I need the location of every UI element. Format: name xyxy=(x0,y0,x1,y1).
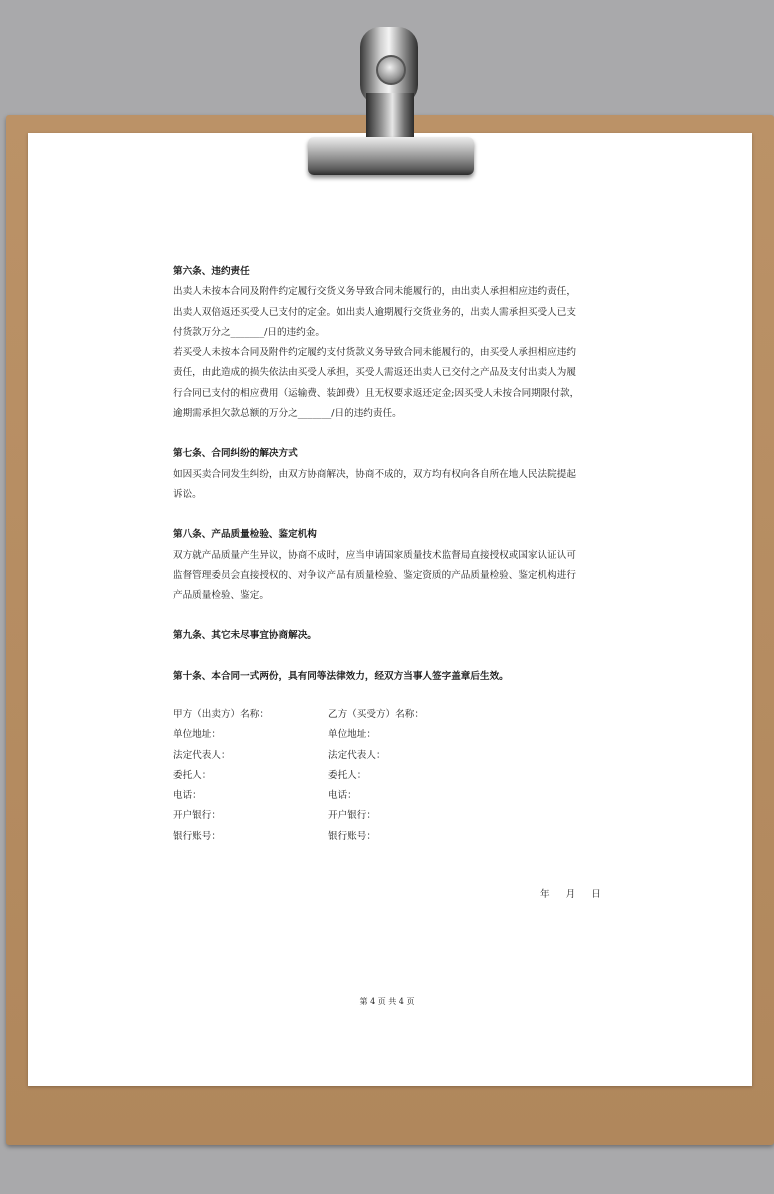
section-line: 监督管理委员会直接授权的、对争议产品有质量检验、鉴定资质的产品质量检验、鉴定机构进行 xyxy=(173,569,576,581)
party-a-field: 甲方（出卖方）名称： xyxy=(173,709,269,720)
party-a-field: 单位地址： xyxy=(173,729,221,741)
contract-body xyxy=(173,262,603,687)
section-heading: 第十条、本合同一式两份，具有同等法律效力，经双方当事人签字盖章后生效。 xyxy=(173,670,509,682)
section-heading: 第六条、违约责任 xyxy=(173,266,250,277)
party-a-field: 电话： xyxy=(173,790,202,802)
section-line: 产品质量检验、鉴定。 xyxy=(173,590,269,602)
party-b-field: 法定代表人： xyxy=(328,749,386,761)
party-a-field: 委托人： xyxy=(173,769,212,781)
signature-block xyxy=(173,705,593,847)
section-line: 出卖人未按本合同及附件约定履行交货义务导致合同未能履行的，由出卖人承担相应违约责任， xyxy=(173,286,576,298)
party-b-field: 单位地址： xyxy=(328,729,376,741)
section-line: 诉讼。 xyxy=(173,488,202,500)
section-heading: 第八条、产品质量检验、鉴定机构 xyxy=(173,529,317,541)
section-line: 如因买卖合同发生纠纷，由双方协商解决，协商不成的，双方均有权向各自所在地人民法院提起 xyxy=(173,468,576,480)
binder-clip-icon xyxy=(300,25,480,180)
section-heading: 第七条、合同纠纷的解决方式 xyxy=(173,448,298,460)
party-a-field: 法定代表人： xyxy=(173,749,231,761)
party-a-field: 银行账号： xyxy=(173,830,221,842)
party-b-field: 开户银行： xyxy=(328,810,376,822)
party-b-field: 银行账号： xyxy=(328,830,376,842)
signing-date xyxy=(540,886,617,900)
party-b-field: 委托人： xyxy=(328,769,367,781)
page-number: 第 4 页 共 4 页 xyxy=(359,997,415,1006)
section-line: 出卖人双倍返还买受人已支付的定金。如出卖人逾期履行交货业务的，出卖人需承担买受人已支 xyxy=(173,306,576,318)
section-line: 双方就产品质量产生异议，协商不成时，应当申请国家质量技术监督局直接授权或国家认证认可 xyxy=(173,549,576,561)
section-line: 责任，由此造成的损失依法由买受人承担，买受人需返还出卖人已交付之产品及支付出卖人为履 xyxy=(173,367,576,379)
date-year: 年 xyxy=(540,889,550,900)
party-b-field: 乙方（买受方）名称： xyxy=(328,709,424,720)
date-month: 月 xyxy=(565,889,576,900)
section-line: 行合同已支付的相应费用（运输费、装卸费）且无权要求返还定金;因买受人未按合同期限付款， xyxy=(173,387,580,399)
party-a-field: 开户银行： xyxy=(173,810,221,822)
section-line: 付货款万分之_______/日的违约金。 xyxy=(173,326,325,338)
date-day: 日 xyxy=(591,889,601,900)
section-line: 若买受人未按本合同及附件约定履约支付货款义务导致合同未能履行的，由买受人承担相应违约 xyxy=(173,347,576,359)
party-b-field: 电话： xyxy=(328,790,357,802)
section-line: 逾期需承担欠款总额的万分之_______/日的违约责任。 xyxy=(173,408,402,420)
section-heading: 第九条、其它未尽事宜协商解决。 xyxy=(173,630,317,642)
